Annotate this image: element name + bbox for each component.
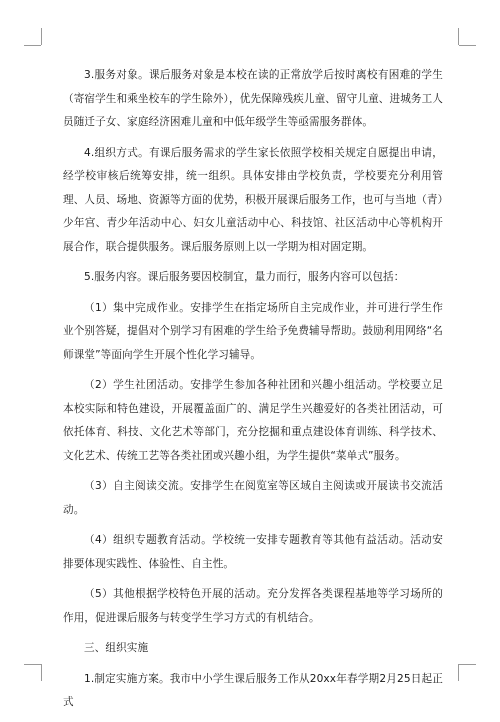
paragraph-other-activities: （5）其他根据学校特色开展的活动。充分发挥各类课程基地等学习场所的作用，促进课后服务与转变学生学习方式的有机结合。: [63, 588, 443, 624]
paragraph-service-targets: 3.服务对象。课后服务对象是本校在读的正常放学后按时离校有困难的学生（寄宿学生和乘坐校车的学生除外），优先保障残疾儿童、留守儿童、进城务工人员随迁子女、家庭经济困难儿童和中低年级学生等亟需服务群体。: [63, 69, 443, 128]
crop-mark-top-right-v: [458, 28, 459, 45]
crop-mark-top-left-h: [24, 45, 41, 46]
crop-mark-top-left-v: [41, 28, 42, 45]
crop-mark-bottom-left-v: [41, 664, 42, 681]
crop-mark-top-right-h: [459, 45, 476, 46]
paragraph-homework: （1）集中完成作业。安排学生在指定场所自主完成作业，并可进行学生作业个别答疑，提倡对个别学习有困难的学生给予免费辅导帮助。鼓励利用网络“名师课堂”等面向学生开展个性化学习辅导。: [63, 301, 443, 361]
paragraph-implementation-plan: 1.制定实施方案。我市中小学生课后服务工作从20xx年春学期2月25日起正式: [63, 672, 443, 708]
paragraph-service-content: 5.服务内容。课后服务要因校制宜，量力而行，服务内容可以包括：: [84, 271, 405, 283]
crop-mark-bottom-right-h: [459, 664, 476, 665]
crop-mark-bottom-right-v: [458, 664, 459, 681]
paragraph-club-activities: （2）学生社团活动。安排学生参加各种社团和兴趣小组活动。学校要立足本校实际和特色建设，开展覆盖面广的、满足学生兴趣爱好的各类社团活动，可依托体育、科技、文化艺术等部门，充分挖掘和重点建设体育训练、科学技术、文化艺术、传统工艺等各类社团或兴趣小组，为学生提供“菜单式”服务。: [63, 379, 443, 462]
document-body: [63, 64, 443, 722]
paragraph-organization-method: 4.组织方式。有课后服务需求的学生家长依照学校相关规定自愿提出申请，经学校审核后统筹安排，统一组织。具体安排由学校负责，学校要充分利用管理、人员、场地、资源等方面的优势，积极开展课后服务工作，也可与当地（青）少年宫、青少年活动中心、妇女儿童活动中心、科技馆、社区活动中心等机构开展合作，联合提供服务。课后服务原则上以一学期为相对固定期。: [63, 146, 443, 253]
paragraph-thematic-education: （4）组织专题教育活动。学校统一安排专题教育等其他有益活动。活动安排要体现实践性、体验性、自主性。: [63, 534, 443, 570]
section-heading-implementation: 三、组织实施: [84, 642, 149, 654]
crop-mark-bottom-left-h: [24, 664, 41, 665]
paragraph-reading: （3）自主阅读交流。安排学生在阅览室等区域自主阅读或开展读书交流活动。: [63, 480, 443, 516]
